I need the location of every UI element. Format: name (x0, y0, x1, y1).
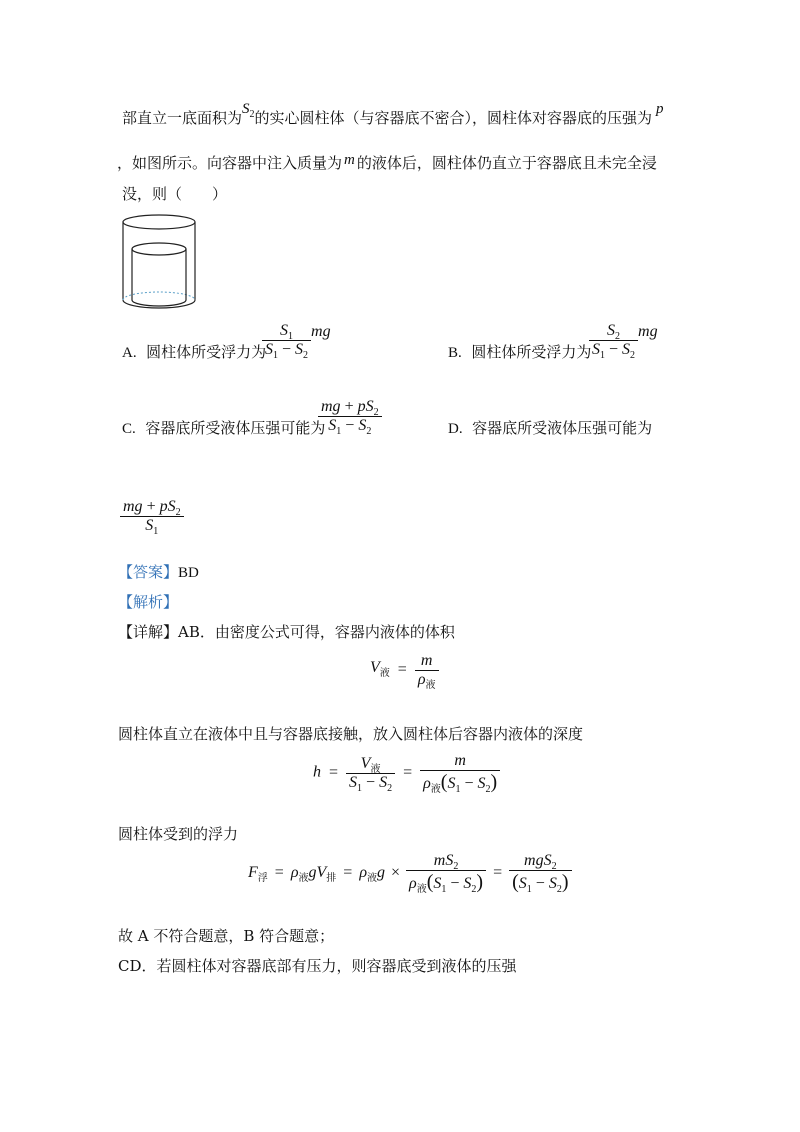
detail-line-1 (118, 622, 455, 642)
detail-text: AB．由密度公式可得，容器内液体的体积 (178, 623, 455, 641)
detail-line-2: 圆柱体直立在液体中且与容器底接触，放入圆柱体后容器内液体的深度 (118, 725, 584, 743)
option-a-text: 圆柱体所受浮力为 (146, 343, 267, 361)
intro-line-2 (117, 153, 657, 174)
option-c-label: C. (122, 421, 136, 437)
option-d-label: D. (448, 421, 463, 437)
intro-text: 部直立一底面积为 (122, 109, 243, 127)
cylinder-bottom (132, 300, 186, 306)
answer-line (118, 562, 199, 583)
fraction: $\frac{mg + pS_2}{S_1}$ (120, 498, 184, 535)
container-figure (118, 212, 200, 314)
detail-line-3: 圆柱体受到的浮力 (118, 825, 239, 843)
analysis-tag: 【解析】 (118, 593, 179, 611)
intro-line-1 (122, 101, 664, 131)
intro-text: ，如图所示。向容器中注入质量为 (117, 154, 343, 172)
option-d[interactable] (448, 418, 652, 439)
answer-value: BD (178, 565, 199, 581)
intro-text: 的液体后，圆柱体仍直立于容器底且未完全浸 (356, 154, 657, 172)
detail-tag: 【详解】 (118, 623, 179, 641)
answer-tag: 【答案】 (118, 563, 179, 581)
formula-depth: h = $\frac{V_液}{S_1 - S_2}$ = $\frac{m}{\rho_液(S_1 - S_2)}$ (313, 752, 500, 794)
formula-buoyancy: $F_浮 = \rho_液gV_排 = \rho_液g$ × $\frac{mS_2}{\rho_液(S_1 - S_2)}$ = $\frac{mgS_2}{(S_1 - S_2)}$ (248, 852, 572, 894)
option-d-text: 容器底所受液体压强可能为 (472, 419, 653, 437)
container-bottom-back (123, 292, 195, 300)
option-b-label: B. (448, 345, 462, 361)
container-bottom (123, 300, 195, 308)
detail-line-4: 故 A 不符合题意，B 符合题意； (118, 927, 335, 945)
intro-line-3: 没，则（ ） (122, 185, 228, 203)
option-a-formula: $\frac{S_1}{S_1 - S_2}$ mg (262, 322, 331, 359)
option-b-text: 圆柱体所受浮力为 (471, 343, 592, 361)
option-b[interactable] (448, 342, 591, 363)
intro-text: 的实心圆柱体（与容器底不密合），圆柱体对容器底的压强为 (254, 109, 653, 127)
container-top-rim (123, 215, 195, 229)
detail-line-5: CD．若圆柱体对容器底部有压力，则容器底受到液体的压强 (118, 957, 517, 975)
var-m: m (344, 152, 355, 168)
var-p: p (656, 101, 664, 117)
option-a-label: A. (122, 345, 137, 361)
option-c-text: 容器底所受液体压强可能为 (145, 419, 326, 437)
var-s2: $S_2$ (242, 101, 255, 120)
option-c[interactable] (122, 418, 325, 439)
fraction: $\frac{S_1}{S_1 - S_2}$ (262, 322, 311, 359)
fraction: $\frac{mg + pS_2}{S_1 - S_2}$ (318, 398, 382, 435)
option-c-formula (318, 398, 382, 435)
option-b-formula: $\frac{S_2}{S_1 - S_2}$ mg (589, 322, 658, 359)
formula-volume: $V_液$ = $\frac{m}{\rho_液}$ (370, 652, 439, 689)
fraction: $\frac{S_2}{S_1 - S_2}$ (589, 322, 638, 359)
option-a[interactable] (122, 342, 266, 363)
option-d-formula (120, 498, 184, 535)
cylinder-top (132, 243, 186, 255)
